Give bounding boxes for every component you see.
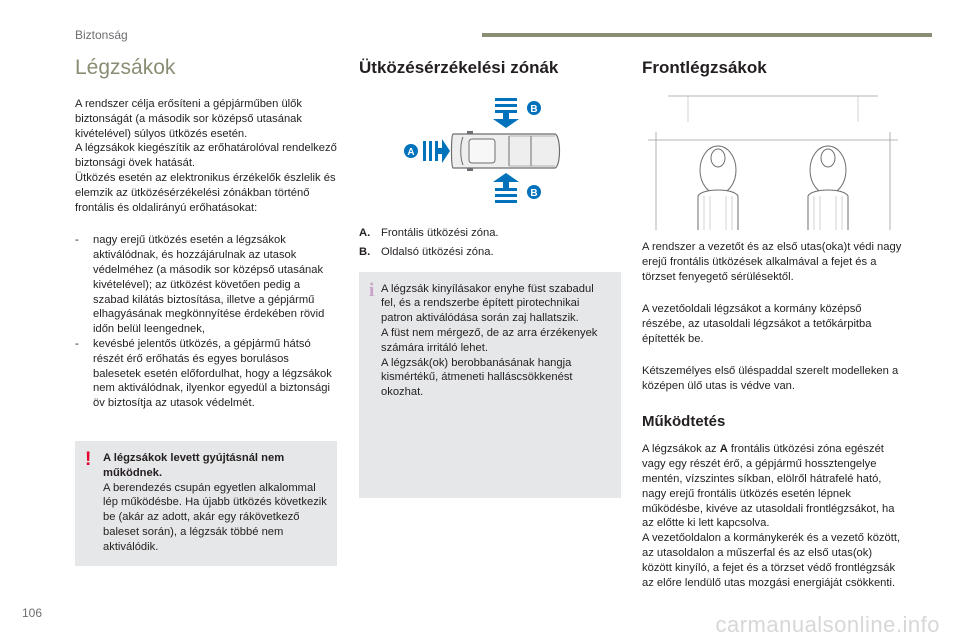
activation-list	[75, 233, 337, 411]
operation-paragraph-2: A vezetőoldalon a kormánykerék és a vezető között, az utasoldalon a műszerfal és az első utas(ok) között kinyíló, a fejet és a törzset védő frontlégzsák az előre lendülő utas mozgási energiáját csökkenti.	[642, 532, 901, 589]
intro-paragraph-1: A rendszer célja erősíteni a gépjárműben ülők biztonságát (a második sor középső utasának kivételével) súlyos ütközés esetén.	[75, 98, 302, 140]
operation-paragraph-1: A légzsákok az A frontális ütközési zóna egészét vagy egy részét érő, a gépjármű hossztengelye mentén, vízszintes síkban, elölről hátrafelé ható, nagy erejű frontális ütközés esetén lépnek működésbe, kivéve az utasoldali frontlégzsákot, ha az előtte ki lett kapcsolva.	[642, 443, 895, 530]
front-airbags-column	[642, 52, 904, 590]
dashboard-outline	[668, 96, 878, 122]
operation-heading: Működtetés	[642, 413, 726, 431]
frontal-impact-arrows	[423, 139, 450, 163]
info-line-1: A légzsák kinyílásakor enyhe füst szabadul fel, és a rendszerbe épített pirotechnikai patron aktiválódása során zaj hallatszik.	[381, 282, 594, 325]
driver-figure	[698, 146, 738, 230]
list-item: - nagy erejű ütközés esetén a légzsákok aktiválódnak, és hozzájárulnak az utasok védelméhez (a második sor középső utasának kivételével); az ütközést követően pedig a szabad kilátás biztosítása, illetve a gépjármű elhagyásának megkönnyítése érdekében rövid időn belül leengednek,	[75, 233, 337, 337]
warning-box	[75, 441, 337, 566]
warning-icon: !	[85, 448, 92, 470]
zone-b-top-label: B	[530, 104, 538, 115]
detection-zones-column	[359, 52, 621, 498]
section-label: Biztonság	[75, 28, 128, 42]
zones-heading: Ütközésérzékelési zónák	[359, 58, 559, 77]
list-item: - kevésbé jelentős ütközés, a gépjármű hátsó részét érő erőhatás és egyes borulásos balesetek esetén előfordulhat, hogy a légzsákok nem aktiválódnak, ilyenkor egyedül a biztonsági öv biztosítja az utasok védelmét.	[75, 337, 337, 411]
front-airbags-illustration	[648, 92, 898, 232]
airbags-column	[75, 52, 337, 566]
front-airbags-intro: A rendszer a vezetőt és az első utas(oka)t védi nagy erejű frontális ütközések alkalmával a fejet és a törzset fenyegető sérülésektől.	[642, 241, 902, 283]
header-rule	[482, 33, 932, 37]
zone-legend	[359, 226, 621, 260]
warning-title: A légzsákok levett gyújtásnál nem működnek.	[103, 451, 285, 479]
intro-paragraph-2: A légzsákok kiegészítik az erőhatárolóval rendelkező biztonsági övek hatását.	[75, 142, 337, 170]
page-number: 106	[22, 606, 43, 620]
side-impact-arrows-top	[493, 98, 519, 128]
vehicle-top-view	[452, 131, 560, 171]
legend-item-b: B. Oldalsó ütközési zóna.	[359, 245, 494, 258]
intro-paragraph-3: Ütközés esetén az elektronikus érzékelők észlelik és elemzik az ütközésérzékelési zónákban történő frontális és oldalirányú erőhatásokat:	[75, 171, 336, 214]
zone-a-label: A	[407, 147, 415, 158]
legend-item-a: A. Frontális ütközési zóna.	[359, 227, 499, 239]
info-icon: i	[369, 279, 375, 301]
front-airbags-bench: Kétszemélyes első üléspaddal szerelt modelleken a középen ülő utas is védve van.	[642, 364, 899, 392]
page-title: Légzsákok	[75, 56, 176, 79]
front-airbags-heading: Frontlégzsákok	[642, 58, 767, 77]
zone-b-bottom-label: B	[530, 188, 538, 199]
passenger-figure	[808, 146, 848, 230]
info-line-3: A légzsák(ok) berobbanásának hangja kismértékű, átmeneti halláscsökkenést okozhat.	[381, 356, 573, 399]
info-box	[359, 272, 621, 498]
impact-zones-diagram	[359, 96, 621, 214]
info-line-2: A füst nem mérgező, de az arra érzékenyek számára irritáló lehet.	[381, 326, 598, 354]
front-airbags-location: A vezetőoldali légzsákot a kormány középső részébe, az utasoldali légzsákot a tetőkárpitba építették be.	[642, 303, 872, 345]
warning-text: A berendezés csupán egyetlen alkalommal lép működésbe. Ha újabb ütközés következik be (akár az adott, akár egy rákövetkező baleset során), a légzsák többé nem aktiválódik.	[103, 481, 327, 553]
watermark: carmanualsonline.info	[715, 612, 940, 637]
side-impact-arrows-bottom	[493, 173, 519, 203]
